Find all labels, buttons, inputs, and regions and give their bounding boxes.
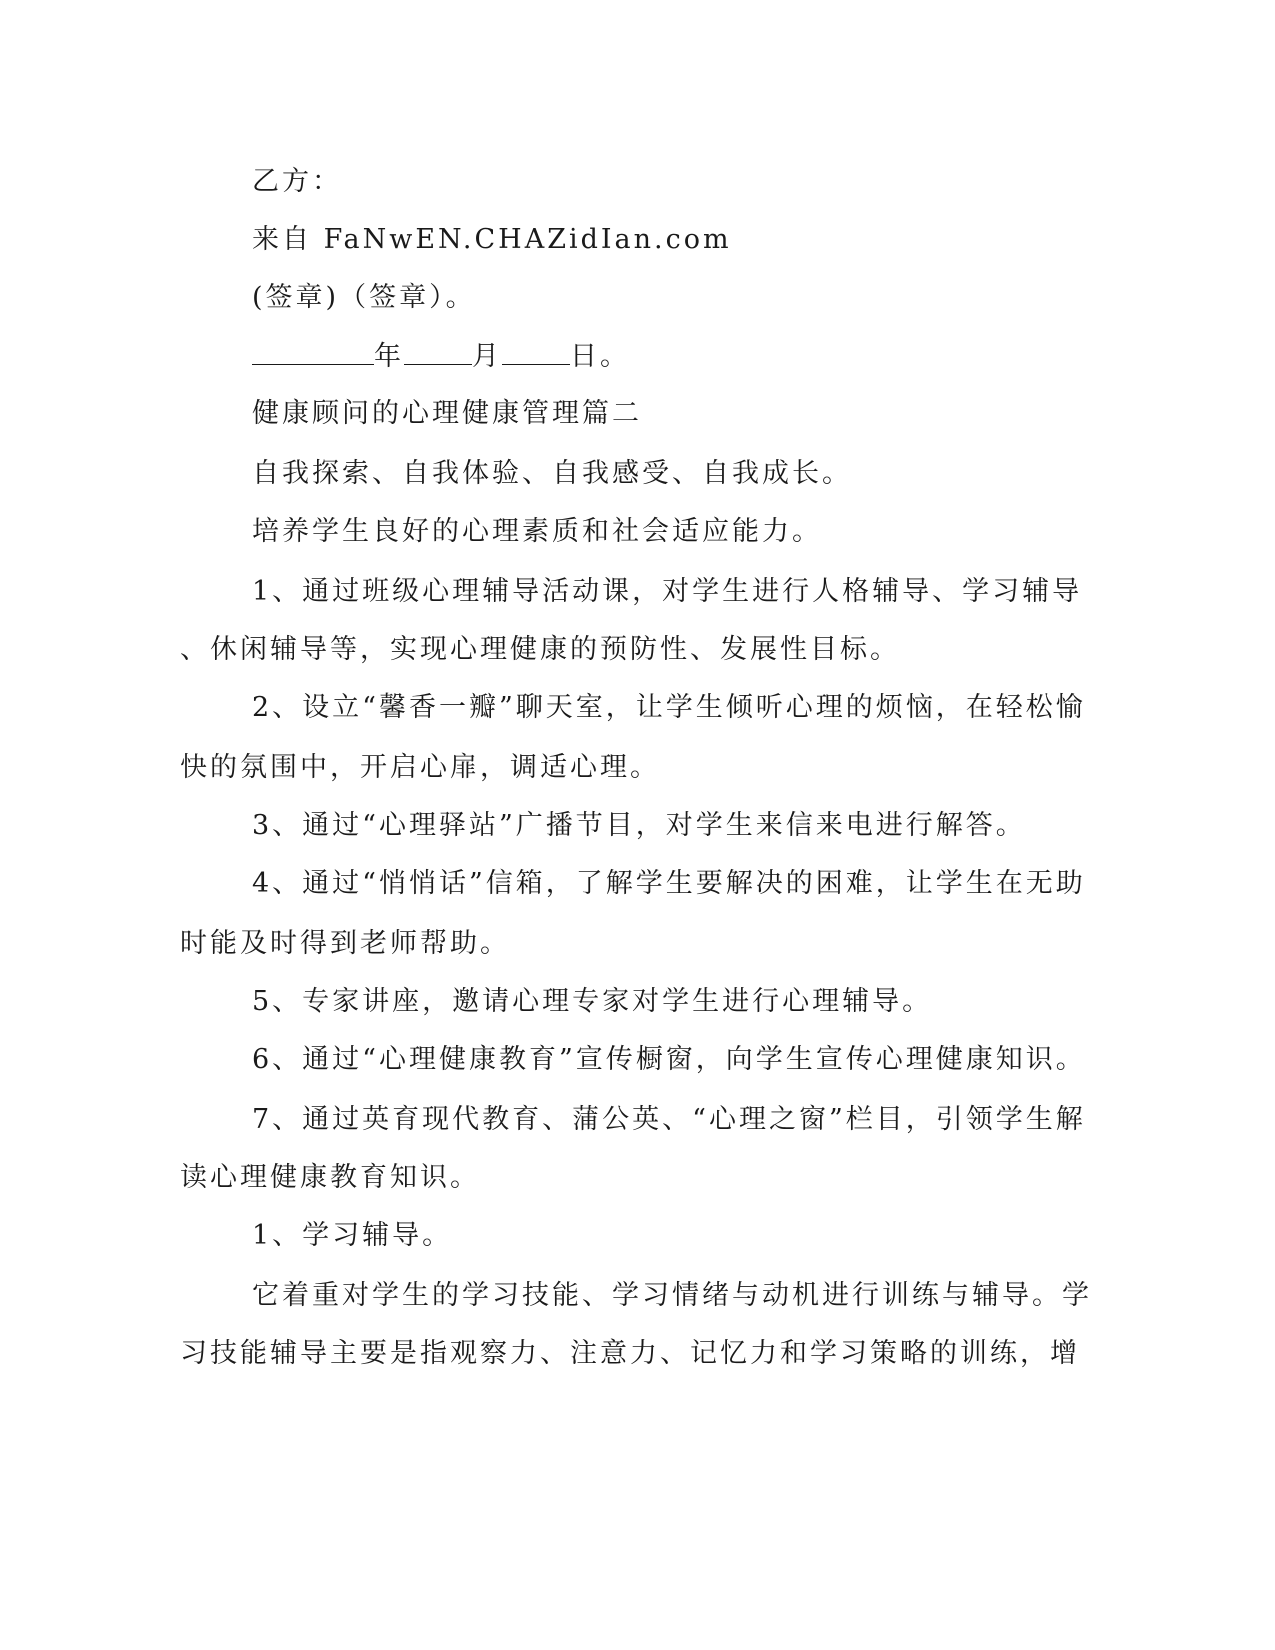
section-title: 健康顾问的心理健康管理篇二 (252, 398, 642, 429)
paragraph-line: 、休闲辅导等，实现心理健康的预防性、发展性目标。 (180, 634, 900, 665)
month-label: 月 (472, 341, 502, 372)
month-blank (404, 338, 472, 365)
paragraph-line: 1、通过班级心理辅导活动课，对学生进行人格辅导、学习辅导 (252, 576, 1083, 607)
paragraph-line: 4、通过“悄悄话”信箱，了解学生要解决的困难，让学生在无助 (252, 868, 1086, 899)
day-blank (502, 338, 570, 365)
paragraph-line: 快的氛围中，开启心扉，调适心理。 (180, 752, 660, 783)
source-line: 来自 FaNwEN.CHAZidIan.com (252, 224, 732, 255)
paragraph-line: 5、专家讲座，邀请心理专家对学生进行心理辅导。 (252, 986, 933, 1017)
paragraph-line: 习技能辅导主要是指观察力、注意力、记忆力和学习策略的训练，增 (180, 1338, 1080, 1369)
paragraph-line: 7、通过英育现代教育、蒲公英、“心理之窗”栏目，引领学生解 (252, 1104, 1086, 1135)
party-b-label: 乙方： (252, 166, 342, 197)
year-blank (252, 338, 374, 365)
paragraph-line: 读心理健康教育知识。 (180, 1162, 480, 1193)
paragraph-line: 1、学习辅导。 (252, 1220, 453, 1251)
paragraph-line: 6、通过“心理健康教育”宣传橱窗，向学生宣传心理健康知识。 (252, 1044, 1086, 1075)
date-line (252, 338, 1132, 375)
paragraph-line: 2、设立“馨香一瓣”聊天室，让学生倾听心理的烦恼，在轻松愉 (252, 692, 1086, 723)
paragraph-line: 它着重对学生的学习技能、学习情绪与动机进行训练与辅导。学 (252, 1280, 1092, 1311)
paragraph-line: 自我探索、自我体验、自我感受、自我成长。 (252, 458, 852, 489)
paragraph-line: 培养学生良好的心理素质和社会适应能力。 (252, 516, 822, 547)
year-label: 年 (374, 341, 404, 372)
seal-line: (签章)（签章）。 (252, 282, 476, 313)
paragraph-line: 3、通过“心理驿站”广播节目，对学生来信来电进行解答。 (252, 810, 1026, 841)
paragraph-line: 时能及时得到老师帮助。 (180, 928, 510, 959)
day-label: 日。 (570, 341, 630, 372)
